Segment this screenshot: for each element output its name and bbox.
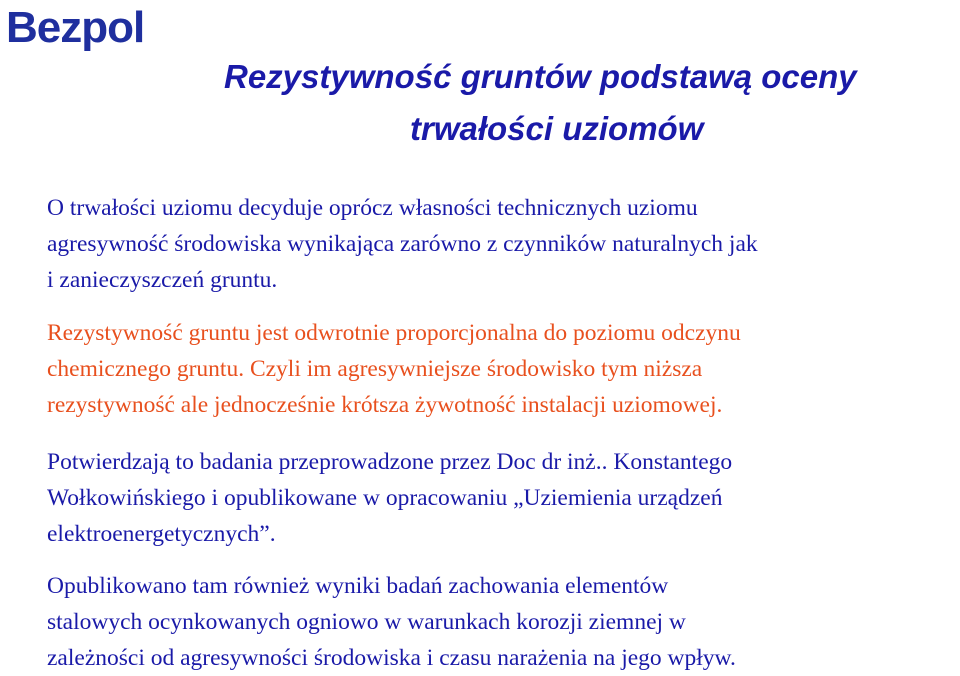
page-title-line-2: trwałości uziomów [410, 110, 704, 147]
paragraph-line: rezystywność ale jednocześnie krótsza żywotność instalacji uziomowej. [47, 392, 723, 418]
paragraph-line: Opublikowano tam również wyniki badań zachowania elementów [47, 573, 669, 599]
page-title-line-1: Rezystywność gruntów podstawą oceny [224, 58, 857, 95]
paragraph-line: chemicznego gruntu. Czyli im agresywniejsze środowisko tym niższa [47, 356, 703, 382]
paragraph-line: i zanieczyszczeń gruntu. [47, 267, 278, 293]
paragraph-line: Rezystywność gruntu jest odwrotnie proporcjonalna do poziomu odczynu [47, 320, 741, 346]
paragraph-line: O trwałości uziomu decyduje oprócz własności technicznych uziomu [47, 195, 698, 221]
bezpol-logo [4, 2, 156, 52]
paragraph-line: Wołkowińskiego i opublikowane w opracowaniu „Uziemienia urządzeń [47, 485, 723, 511]
paragraph-resistivity [47, 315, 947, 423]
paragraph-durability [47, 190, 947, 298]
paragraph-line: zależności od agresywności środowiska i czasu narażenia na jego wpływ. [47, 645, 736, 671]
paragraph-line: stalowych ocynkowanych ogniowo w warunkach korozji ziemnej w [47, 609, 686, 635]
paragraph-results [47, 568, 947, 676]
paragraph-line: agresywność środowiska wynikająca zarówno z czynników naturalnych jak [47, 231, 758, 257]
bezpol-logo-text: Bezpol [6, 3, 145, 52]
paragraph-line: Potwierdzają to badania przeprowadzone przez Doc dr inż.. Konstantego [47, 449, 733, 475]
paragraph-research [47, 444, 947, 552]
bezpol-logo-graphic [4, 2, 156, 52]
paragraph-line: elektroenergetycznych”. [47, 521, 276, 547]
